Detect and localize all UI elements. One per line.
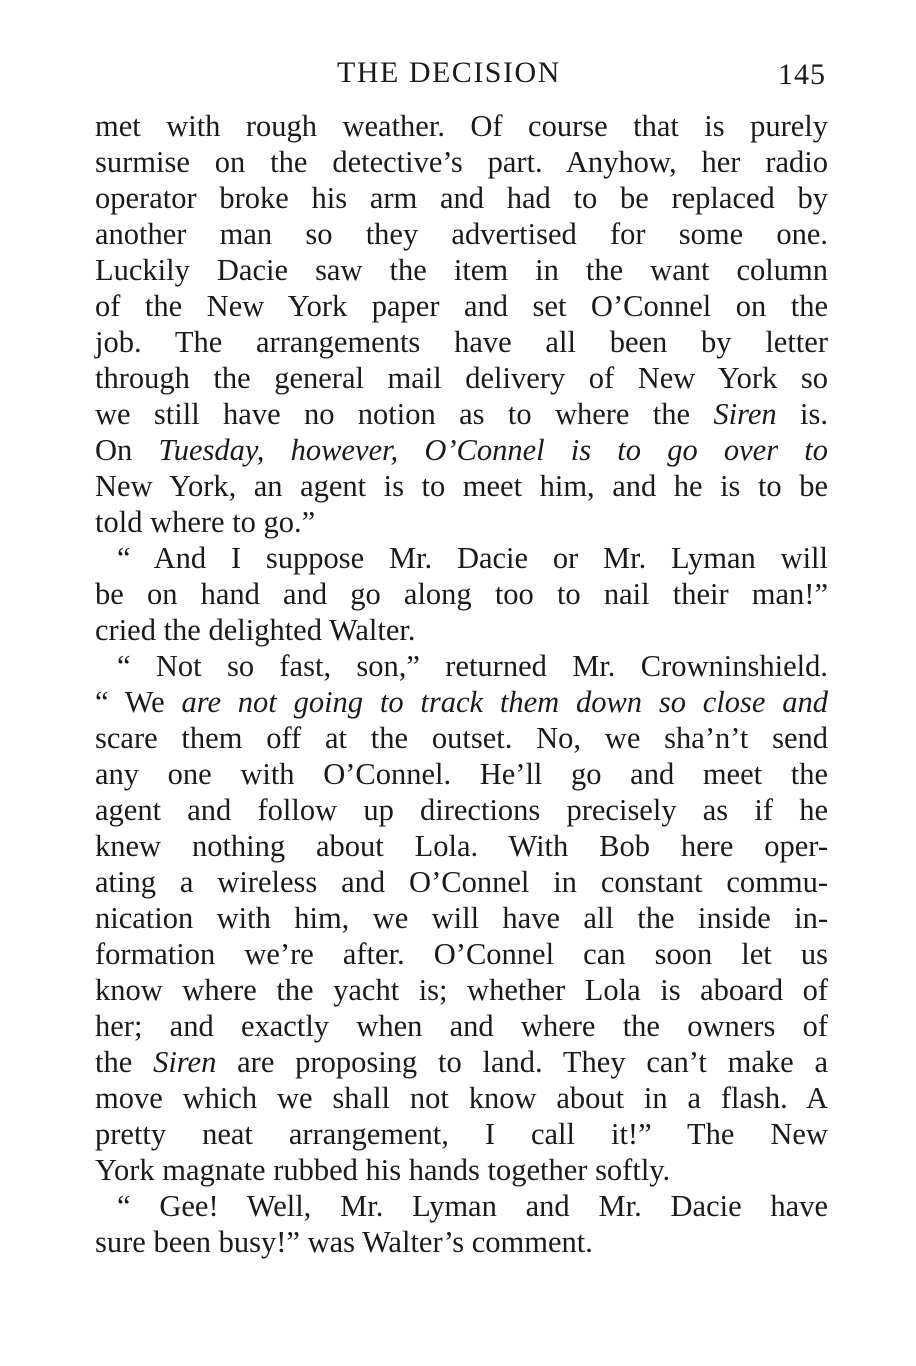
text-line: New York, an agent is to meet him, and he is to be [95,469,828,503]
text-line: pretty neat arrangement, I call it!” The New [95,1117,828,1151]
text-line: her; and exactly when and where the owners of [95,1009,828,1043]
text-line: through the general mail delivery of New York so [95,361,828,395]
text-line: knew nothing about Lola. With Bob here oper- [95,829,828,863]
paragraph [95,108,828,540]
text-line: we still have no notion as to where the Siren is. [95,397,828,431]
text-line: ating a wireless and O’Connel in constant commu- [95,865,828,899]
text-line: of the New York paper and set O’Connel on the [95,289,828,323]
running-head [95,56,828,96]
text-line: job. The arrangements have all been by letter [95,325,828,359]
text-line: move which we shall not know about in a flash. A [95,1081,828,1115]
text-line: any one with O’Connel. He’ll go and meet the [95,757,828,791]
text-line: “ And I suppose Mr. Dacie or Mr. Lyman will [117,541,828,575]
text-line: operator broke his arm and had to be replaced by [95,181,828,215]
text-line: cried the delighted Walter. [95,613,416,647]
paragraph [95,648,828,1188]
text-line: “ We are not going to track them down so close and [95,685,828,719]
text-line: sure been busy!” was Walter’s comment. [95,1225,593,1259]
text-line: agent and follow up directions precisely as if he [95,793,828,827]
text-line: another man so they advertised for some one. [95,217,828,251]
text-line: York magnate rubbed his hands together softly. [95,1153,671,1187]
text-line: met with rough weather. Of course that is purely [95,109,828,143]
paragraph [95,540,828,648]
text-line: the Siren are proposing to land. They can’t make a [95,1045,828,1079]
paragraph [95,1188,828,1260]
text-line: told where to go.” [95,505,316,539]
text-line: Luckily Dacie saw the item in the want column [95,253,828,287]
text-line: surmise on the detective’s part. Anyhow, her radio [95,145,828,179]
body-text [95,108,828,1260]
text-line: “ Gee! Well, Mr. Lyman and Mr. Dacie have [117,1189,828,1223]
text-line: On Tuesday, however, O’Connel is to go over to [95,433,828,467]
text-line: nication with him, we will have all the inside in- [95,901,828,935]
text-line: be on hand and go along too to nail their man!” [95,577,828,611]
running-title: THE DECISION [337,56,561,89]
page-number: 145 [778,58,826,91]
text-line: scare them off at the outset. No, we sha’n’t send [95,721,828,755]
text-line: “ Not so fast, son,” returned Mr. Crowninshield. [117,649,828,683]
text-line: formation we’re after. O’Connel can soon let us [95,937,828,971]
book-page [95,56,828,1260]
text-line: know where the yacht is; whether Lola is aboard of [95,973,828,1007]
